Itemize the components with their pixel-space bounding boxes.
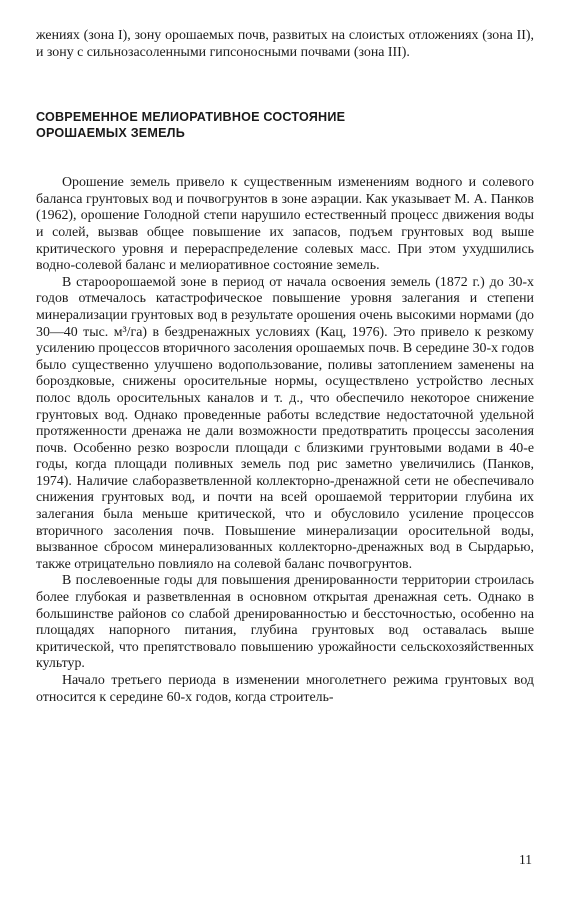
body-paragraph-3: В послевоенные годы для повышения дренированности территории строилась более глубокая и разветвленная в основном открытая дренажная сеть. Однако в большинстве районов со слабой дренированностью и бессточностью, особенно на площадях напорного питания, глубина грунтовых вод оставалась выше критической, что препятствовало повышению урожайности сельскохозяйственных культур. [36, 573, 534, 672]
section-heading-line-2: ОРОШАЕМЫХ ЗЕМЕЛЬ [36, 126, 185, 141]
section-heading-line-1: СОВРЕМЕННОЕ МЕЛИОРАТИВНОЕ СОСТОЯНИЕ [36, 110, 346, 125]
body-paragraph-4: Начало третьего периода в изменении многолетнего режима грунтовых вод относится к середине 60-х годов, когда строитель- [36, 673, 534, 705]
page-number: 11 [519, 852, 532, 867]
page-content [36, 28, 534, 706]
section-heading [36, 109, 534, 141]
body-paragraph-2: В староорошаемой зоне в период от начала освоения земель (1872 г.) до 30-х годов отмечалось катастрофическое повышение уровня залегания и степени минерализации грунтовых вод в результате орошения очень высокими нормами (до 30—40 тыс. м³/га) в бездренажных условиях (Кац, 1976). Это привело к резкому усилению процессов вторичного засоления орошаемых почв. В середине 30-х годов было существенно улучшено водопользование, поливы затоплением заменены на бороздковые, снижены оросительные нормы, осуществлено устройство лесных полос вдоль оросительных каналов и т. д., что обеспечило некоторое снижение грунтовых вод. Однако проведенные работы вследствие недостаточной удельной протяженности дренажа не дали возможности предотвратить процессы засоления почв. Особенно резко возросли площади с близкими грунтовыми водами в 40-е годы, когда площади поливных земель под рис заметно увеличились (Панков, 1974). Наличие слаборазветвленной коллекторно-дренажной сети не обеспечивало снижения грунтовых вод, и почти на всей орошаемой территории глубина их залегания была меньше критической, что и обусловило усиление процессов вторичного засоления почв. Повышение минерализации оросительной воды, вызванное сбросом минерализованных коллекторно-дренажных вод в Сырдарью, также отрицательно повлияло на солевой баланс почвогрунтов. [36, 274, 534, 572]
body-paragraph-1: Орошение земель привело к существенным изменениям водного и солевого баланса грунтовых вод и почвогрунтов в зоне аэрации. Как указывает М. А. Панков (1962), орошение Голодной степи нарушило естественный процесс движения воды и солей, вызвав общее повышение их запасов, подъем грунтовых вод выше критического уровня и перераспределение солевых масс. При этом ухудшились водно-солевой баланс и мелиоративное состояние земель. [36, 175, 534, 274]
intro-paragraph: жениях (зона I), зону орошаемых почв, развитых на слоистых отложениях (зона II), и зону с сильнозасоленными гипсоносными почвами (зона III). [36, 28, 534, 60]
